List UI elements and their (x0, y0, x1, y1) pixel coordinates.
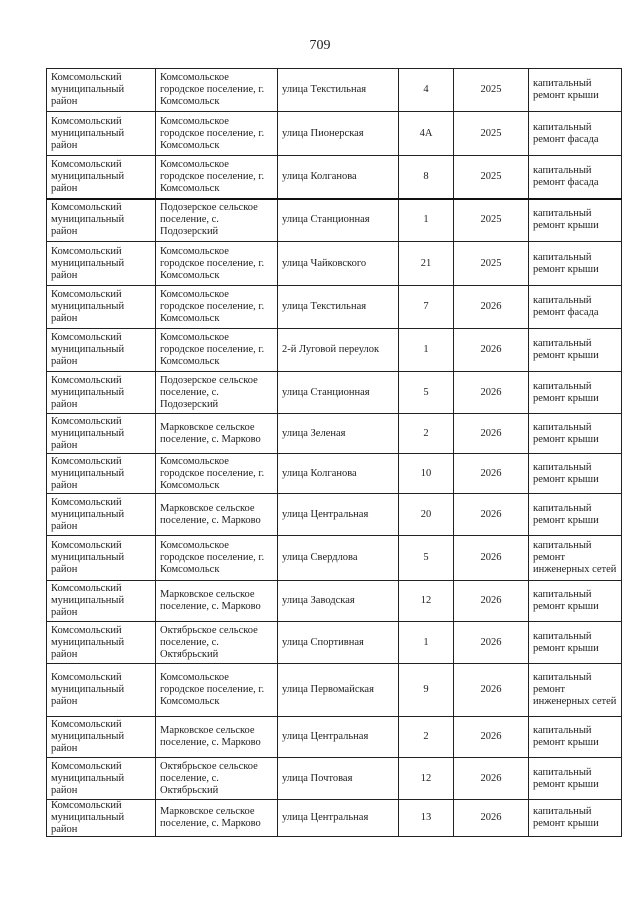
work-type-cell: капитальный ремонт крыши (529, 454, 622, 494)
work-type-cell: капитальный ремонт фасада (529, 112, 622, 156)
settlement-cell: Марковское сельское поселение, с. Марково (156, 414, 278, 454)
district-cell: Комсомольский муниципальный район (47, 536, 156, 581)
house-number-cell: 12 (399, 581, 454, 622)
work-type-cell: капитальный ремонт фасада (529, 156, 622, 199)
district-cell: Комсомольский муниципальный район (47, 156, 156, 199)
year-cell: 2026 (454, 622, 529, 664)
settlement-cell: Октябрьское сельское поселение, с. Октябрьский (156, 758, 278, 800)
district-cell: Комсомольский муниципальный район (47, 329, 156, 372)
work-type-cell: капитальный ремонт крыши (529, 242, 622, 286)
house-number-cell: 8 (399, 156, 454, 199)
year-cell: 2026 (454, 286, 529, 329)
year-cell: 2026 (454, 414, 529, 454)
work-type-cell: капитальный ремонт крыши (529, 581, 622, 622)
table-row (47, 112, 622, 156)
street-cell: улица Чайковского (278, 242, 399, 286)
settlement-cell: Комсомольское городское поселение, г. Комсомольск (156, 536, 278, 581)
district-cell: Комсомольский муниципальный район (47, 758, 156, 800)
settlement-cell: Подозерское сельское поселение, с. Подозерский (156, 372, 278, 414)
house-number-cell: 7 (399, 286, 454, 329)
house-number-cell: 5 (399, 536, 454, 581)
table-body (47, 69, 622, 837)
district-cell: Комсомольский муниципальный район (47, 581, 156, 622)
house-number-cell: 12 (399, 758, 454, 800)
table-row (47, 717, 622, 758)
year-cell: 2025 (454, 69, 529, 112)
table-row (47, 414, 622, 454)
table-row (47, 156, 622, 199)
house-number-cell: 1 (399, 199, 454, 242)
district-cell: Комсомольский муниципальный район (47, 454, 156, 494)
settlement-cell: Комсомольское городское поселение, г. Комсомольск (156, 454, 278, 494)
year-cell: 2026 (454, 758, 529, 800)
repair-schedule-table (46, 68, 622, 837)
year-cell: 2026 (454, 800, 529, 837)
settlement-cell: Комсомольское городское поселение, г. Комсомольск (156, 69, 278, 112)
street-cell: улица Центральная (278, 494, 399, 536)
house-number-cell: 13 (399, 800, 454, 837)
table-row (47, 242, 622, 286)
district-cell: Комсомольский муниципальный район (47, 664, 156, 717)
street-cell: улица Станционная (278, 199, 399, 242)
settlement-cell: Подозерское сельское поселение, с. Подозерский (156, 199, 278, 242)
district-cell: Комсомольский муниципальный район (47, 800, 156, 837)
settlement-cell: Марковское сельское поселение, с. Марково (156, 717, 278, 758)
year-cell: 2026 (454, 329, 529, 372)
work-type-cell: капитальный ремонт крыши (529, 414, 622, 454)
street-cell: улица Текстильная (278, 286, 399, 329)
table-row (47, 199, 622, 242)
settlement-cell: Комсомольское городское поселение, г. Комсомольск (156, 156, 278, 199)
street-cell: 2-й Луговой переулок (278, 329, 399, 372)
street-cell: улица Колганова (278, 454, 399, 494)
year-cell: 2026 (454, 664, 529, 717)
house-number-cell: 2 (399, 414, 454, 454)
house-number-cell: 5 (399, 372, 454, 414)
work-type-cell: капитальный ремонт крыши (529, 622, 622, 664)
work-type-cell: капитальный ремонт инженерных сетей (529, 536, 622, 581)
year-cell: 2025 (454, 156, 529, 199)
table-row (47, 536, 622, 581)
street-cell: улица Первомайская (278, 664, 399, 717)
street-cell: улица Колганова (278, 156, 399, 199)
district-cell: Комсомольский муниципальный район (47, 622, 156, 664)
street-cell: улица Спортивная (278, 622, 399, 664)
table-row (47, 494, 622, 536)
house-number-cell: 10 (399, 454, 454, 494)
table-row (47, 329, 622, 372)
page-number: 709 (309, 38, 331, 53)
work-type-cell: капитальный ремонт крыши (529, 800, 622, 837)
street-cell: улица Свердлова (278, 536, 399, 581)
street-cell: улица Зеленая (278, 414, 399, 454)
table-row (47, 372, 622, 414)
street-cell: улица Заводская (278, 581, 399, 622)
house-number-cell: 2 (399, 717, 454, 758)
street-cell: улица Почтовая (278, 758, 399, 800)
street-cell: улица Текстильная (278, 69, 399, 112)
table-row (47, 664, 622, 717)
settlement-cell: Марковское сельское поселение, с. Марково (156, 494, 278, 536)
house-number-cell: 1 (399, 329, 454, 372)
district-cell: Комсомольский муниципальный район (47, 286, 156, 329)
district-cell: Комсомольский муниципальный район (47, 494, 156, 536)
district-cell: Комсомольский муниципальный район (47, 69, 156, 112)
year-cell: 2025 (454, 199, 529, 242)
year-cell: 2026 (454, 372, 529, 414)
work-type-cell: капитальный ремонт крыши (529, 494, 622, 536)
settlement-cell: Комсомольское городское поселение, г. Комсомольск (156, 242, 278, 286)
year-cell: 2026 (454, 581, 529, 622)
street-cell: улица Центральная (278, 717, 399, 758)
table-row (47, 622, 622, 664)
work-type-cell: капитальный ремонт крыши (529, 717, 622, 758)
year-cell: 2026 (454, 454, 529, 494)
district-cell: Комсомольский муниципальный район (47, 372, 156, 414)
work-type-cell: капитальный ремонт крыши (529, 199, 622, 242)
work-type-cell: капитальный ремонт крыши (529, 372, 622, 414)
work-type-cell: капитальный ремонт крыши (529, 69, 622, 112)
work-type-cell: капитальный ремонт инженерных сетей (529, 664, 622, 717)
settlement-cell: Марковское сельское поселение, с. Марково (156, 800, 278, 837)
district-cell: Комсомольский муниципальный район (47, 242, 156, 286)
year-cell: 2026 (454, 717, 529, 758)
work-type-cell: капитальный ремонт крыши (529, 329, 622, 372)
street-cell: улица Станционная (278, 372, 399, 414)
district-cell: Комсомольский муниципальный район (47, 414, 156, 454)
house-number-cell: 9 (399, 664, 454, 717)
house-number-cell: 20 (399, 494, 454, 536)
house-number-cell: 1 (399, 622, 454, 664)
table-row (47, 286, 622, 329)
settlement-cell: Марковское сельское поселение, с. Марково (156, 581, 278, 622)
year-cell: 2026 (454, 536, 529, 581)
table-row (47, 800, 622, 837)
work-type-cell: капитальный ремонт фасада (529, 286, 622, 329)
house-number-cell: 4А (399, 112, 454, 156)
district-cell: Комсомольский муниципальный район (47, 112, 156, 156)
work-type-cell: капитальный ремонт крыши (529, 758, 622, 800)
table-row (47, 454, 622, 494)
table-row (47, 69, 622, 112)
house-number-cell: 21 (399, 242, 454, 286)
settlement-cell: Октябрьское сельское поселение, с. Октябрьский (156, 622, 278, 664)
settlement-cell: Комсомольское городское поселение, г. Комсомольск (156, 664, 278, 717)
district-cell: Комсомольский муниципальный район (47, 199, 156, 242)
settlement-cell: Комсомольское городское поселение, г. Комсомольск (156, 329, 278, 372)
district-cell: Комсомольский муниципальный район (47, 717, 156, 758)
settlement-cell: Комсомольское городское поселение, г. Комсомольск (156, 286, 278, 329)
table-row (47, 581, 622, 622)
settlement-cell: Комсомольское городское поселение, г. Комсомольск (156, 112, 278, 156)
table-row (47, 758, 622, 800)
house-number-cell: 4 (399, 69, 454, 112)
street-cell: улица Центральная (278, 800, 399, 837)
year-cell: 2026 (454, 494, 529, 536)
year-cell: 2025 (454, 112, 529, 156)
street-cell: улица Пионерская (278, 112, 399, 156)
year-cell: 2025 (454, 242, 529, 286)
